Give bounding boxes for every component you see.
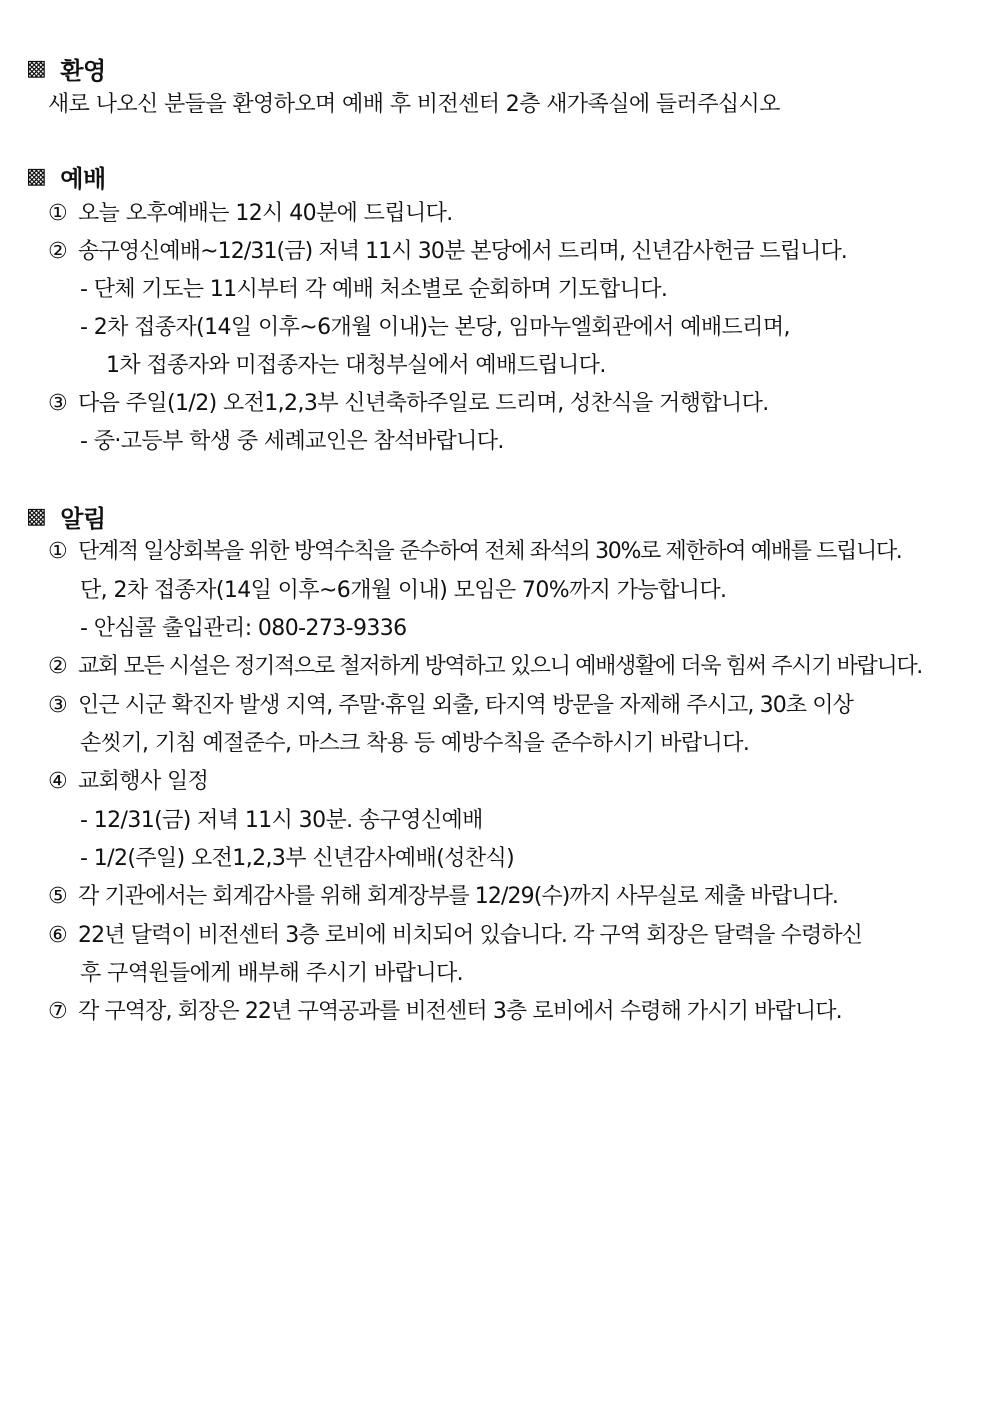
item-number: ② [48,654,68,679]
list-item [48,234,847,270]
list-subitem: - 중‧고등부 학생 중 세례교인은 참석바랍니다. [80,429,504,454]
item-text: 교회 모든 시설은 정기적으로 철저하게 방역하고 있으니 예배생활에 더욱 힘써 주시기 바랍니다. [78,654,922,679]
list-item [48,534,901,570]
list-subitem: - 단체 기도는 11시부터 각 예배 처소별로 순회하며 기도합니다. [80,277,668,302]
item-number: ③ [48,693,68,718]
square-marker-icon: ▩ [26,503,47,529]
item-text: 각 구역장, 회장은 22년 구역공과를 비전센터 3층 로비에서 수령해 가시기 바랍니다. [78,999,842,1024]
item-number: ② [48,239,68,264]
item-number: ⑥ [48,923,68,948]
list-item [48,879,838,915]
item-number: ① [48,539,68,564]
notice-heading-label: 알림 [60,504,106,533]
list-subitem: 단, 2차 접종자(14일 이후~6개월 이내) 모임은 70%까지 가능합니다. [80,578,727,603]
list-item [48,764,208,800]
notice-heading [26,498,106,534]
list-item [48,649,922,685]
item-number: ③ [48,391,68,416]
worship-heading [26,158,106,194]
item-text: 22년 달력이 비전센터 3층 로비에 비치되어 있습니다. 각 구역 회장은 달력을 수령하신 [78,923,863,948]
item-text: 교회행사 일정 [78,769,209,794]
welcome-heading [26,50,106,86]
list-subitem: - 안심콜 출입관리: 080-273-9336 [80,616,407,641]
welcome-text: 새로 나오신 분들을 환영하오며 예배 후 비전센터 2층 새가족실에 들러주십시오 [48,92,780,117]
item-text: 다음 주일(1/2) 오전1,2,3부 신년축하주일로 드리며, 성찬식을 거행합니다. [78,391,769,416]
item-number: ⑤ [48,884,68,909]
item-text: 인근 시군 확진자 발생 지역, 주말‧휴일 외출, 타지역 방문을 자제해 주시고, 30초 이상 [78,693,853,718]
list-item [48,386,769,422]
list-item [48,196,453,232]
list-subitem: 1차 접종자와 미접종자는 대청부실에서 예배드립니다. [106,353,606,378]
square-marker-icon: ▩ [26,55,47,81]
item-text: 각 기관에서는 회계감사를 위해 회계장부를 12/29(수)까지 사무실로 제출 바랍니다. [78,884,839,909]
list-subitem: - 1/2(주일) 오전1,2,3부 신년감사예배(성찬식) [80,846,515,871]
list-subitem: 후 구역원들에게 배부해 주시기 바랍니다. [80,961,464,986]
list-subitem: - 12/31(금) 저녁 11시 30분. 송구영신예배 [80,808,483,833]
item-number: ⑦ [48,999,68,1024]
list-item [48,918,862,954]
item-text: 송구영신예배~12/31(금) 저녁 11시 30분 본당에서 드리며, 신년감사헌금 드립니다. [78,239,847,264]
item-number: ④ [48,769,68,794]
list-item [48,688,853,724]
list-subitem: 손씻기, 기침 예절준수, 마스크 착용 등 예방수칙을 준수하시기 바랍니다. [80,731,750,756]
square-marker-icon: ▩ [26,163,47,189]
item-number: ① [48,201,68,226]
list-subitem: - 2차 접종자(14일 이후~6개월 이내)는 본당, 임마누엘회관에서 예배드리며, [80,315,790,340]
welcome-heading-label: 환영 [60,56,106,85]
list-item [48,994,842,1030]
item-text: 오늘 오후예배는 12시 40분에 드립니다. [78,201,453,226]
worship-heading-label: 예배 [60,164,106,193]
item-text: 단계적 일상회복을 위한 방역수칙을 준수하여 전체 좌석의 30%로 제한하여 예배를 드립니다. [78,539,902,564]
